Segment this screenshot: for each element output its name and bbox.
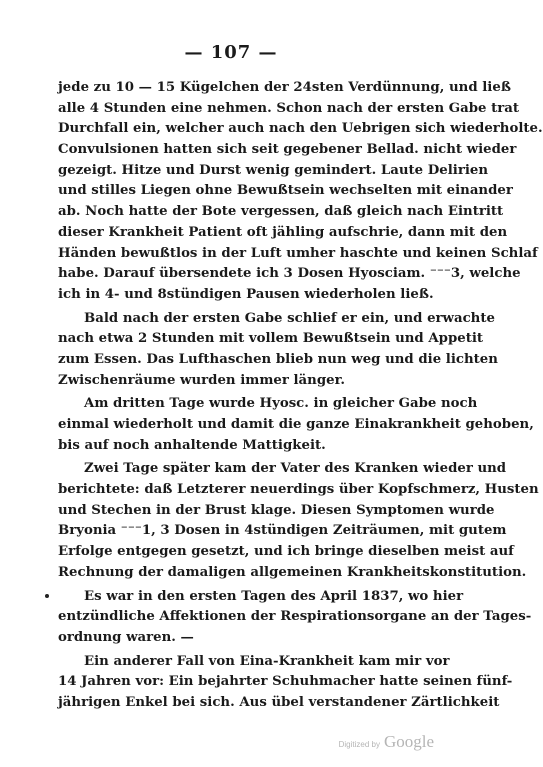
text-line: und stilles Liegen ohne Bewußtsein wechselten mit einander <box>58 183 513 199</box>
text-line: Händen bewußtlos in der Luft umher haschte und keinen Schlaf <box>58 245 538 261</box>
text-line: dieser Krankheit Patient oft jähling aufschrie, dann mit den <box>58 224 508 240</box>
text-line: Zwei Tage später kam der Vater des Kranken wieder und <box>84 461 507 477</box>
page-number: — 107 — <box>184 42 278 63</box>
text-line: habe. Darauf übersendete ich 3 Dosen Hyosciam. ⁻⁻⁻3, welche <box>58 266 521 282</box>
text-line: Durchfall ein, welcher auch nach den Uebrigen sich wiederholte. <box>58 121 543 137</box>
text-line: ich in 4- und 8stündigen Pausen wiederholen ließ. <box>58 286 434 302</box>
text-line: Es war in den ersten Tagen des April 1837, wo hier <box>84 588 464 604</box>
text-line: ab. Noch hatte der Bote vergessen, daß gleich nach Eintritt <box>58 204 504 220</box>
text-line: Ein anderer Fall von Eina-Krankheit kam mir vor <box>84 653 450 669</box>
digitized-label: Digitized by <box>338 740 380 749</box>
digitized-watermark <box>339 732 434 752</box>
google-logo: Google <box>383 732 434 751</box>
text-line: Zwischenräume wurden immer länger. <box>58 372 345 388</box>
text-line: Convulsionen hatten sich seit gegebener Bellad. nicht wieder <box>58 142 517 158</box>
text-line: berichtete: daß Letzterer neuerdings über Kopfschmerz, Husten <box>58 482 539 498</box>
text-line: einmal wiederholt und damit die ganze Einakrankheit gehoben, <box>58 417 534 432</box>
text-line: entzündliche Affektionen der Respirationsorgane an der Tages- <box>58 609 532 625</box>
text-line: zum Essen. Das Lufthaschen blieb nun weg und die lichten <box>58 351 498 367</box>
text-line: jede zu 10 — 15 Kügelchen der 24sten Verdünnung, und ließ <box>58 80 511 95</box>
margin-mark <box>45 594 49 598</box>
text-line: Rechnung der damaligen allgemeinen Krankheitskonstitution. <box>58 564 527 580</box>
text-line: jährigen Enkel bei sich. Aus übel verstandener Zärtlichkeit <box>58 694 500 710</box>
text-line: Bryonia ⁻⁻⁻1, 3 Dosen in 4stündigen Zeiträumen, mit gutem <box>58 523 507 539</box>
text-line: gezeigt. Hitze und Durst wenig gemindert. Laute Delirien <box>58 162 489 178</box>
text-line: Erfolge entgegen gesetzt, und ich bringe dieselben meist auf <box>58 544 514 560</box>
text-line: nach etwa 2 Stunden mit vollem Bewußtsein und Appetit <box>58 331 484 347</box>
body-text <box>58 78 543 714</box>
text-line: alle 4 Stunden eine nehmen. Schon nach der ersten Gabe trat <box>58 100 520 116</box>
text-line: 14 Jahren vor: Ein bejahrter Schuhmacher hatte seinen fünf- <box>58 674 513 690</box>
text-line: Am dritten Tage wurde Hyosc. in gleicher Gabe noch <box>84 396 478 412</box>
text-line: Bald nach der ersten Gabe schlief er ein, und erwachte <box>84 310 495 326</box>
text-line: bis auf noch anhaltende Mattigkeit. <box>58 437 326 453</box>
text-line: ordnung waren. — <box>58 629 194 645</box>
text-line: und Stechen in der Brust klage. Diesen Symptomen wurde <box>58 502 495 518</box>
